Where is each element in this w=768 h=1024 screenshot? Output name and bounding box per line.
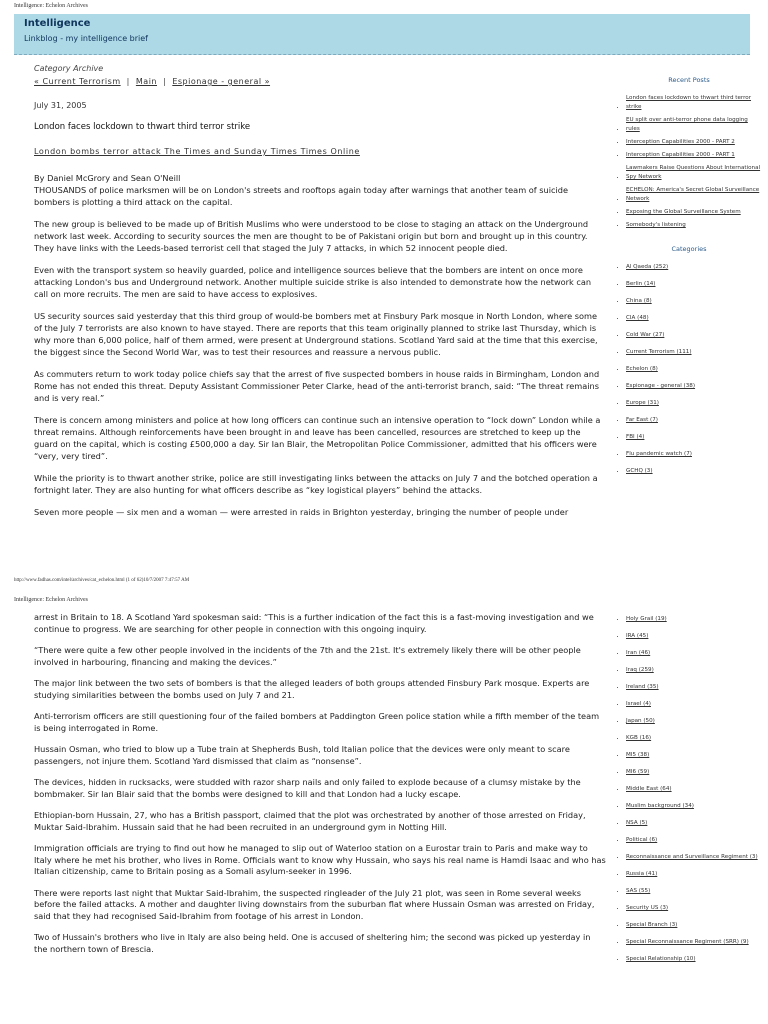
recent-post-link[interactable]: Somebody's listening xyxy=(626,222,686,228)
category-link[interactable]: NSA (5) xyxy=(626,820,648,826)
category-item xyxy=(626,399,762,408)
category-item xyxy=(626,263,762,272)
post-paragraph: There were reports last night that Muktar Said-Ibrahim, the suspected ringleader of the July 21 plot, was seen in Rome several weeks before the failed attacks. A mother and daughter living downstairs from the suburban flat where Hussain Osman was arrested on Friday, said that they had recognised Said-Ibrahim from footage of his arrest in London. xyxy=(34,887,595,921)
post-body-page1 xyxy=(34,172,606,518)
category-item xyxy=(626,955,762,964)
category-item xyxy=(626,382,762,391)
category-link[interactable]: FBI (4) xyxy=(626,434,645,440)
category-item xyxy=(626,887,762,896)
post-paragraph: By Daniel McGrory and Sean O'Neill THOUSANDS of police marksmen will be on London's streets and rooftops again today after warnings that another team of suicide bombers is plotting a third attack on the capital. xyxy=(34,173,569,207)
category-item xyxy=(626,297,762,306)
category-link[interactable]: Reconnaissance and Surveillance Regiment (3) xyxy=(626,854,758,860)
category-item xyxy=(626,853,762,862)
recent-post-item xyxy=(626,94,762,112)
category-item xyxy=(626,751,762,760)
blog-banner xyxy=(14,14,750,55)
category-item xyxy=(626,819,762,828)
post-paragraph: US security sources said yesterday that this third group of would-be bombers met at Finsbury Park mosque in North London, where some of the July 7 terrorists are also known to have stayed. There are reports that this team originally planned to strike last Thursday, which is why more than 6,000 police, half of them armed, were present at Underground stations. Scotland Yard said at the time that this exercise, the biggest since the Second World War, was to test their resources and reassure a nervous public. xyxy=(34,311,598,357)
category-link[interactable]: Al Qaeda (252) xyxy=(626,264,669,270)
category-link[interactable]: Current Terrorism (111) xyxy=(626,349,692,355)
category-link[interactable]: GCHQ (3) xyxy=(626,468,653,474)
category-item xyxy=(626,768,762,777)
nav-separator: | xyxy=(163,77,167,86)
category-item xyxy=(626,467,762,476)
category-item xyxy=(626,314,762,323)
recent-post-item xyxy=(626,221,762,230)
recent-post-link[interactable]: ECHELON: America's Secret Global Surveillance Network xyxy=(626,187,760,202)
next-category-link[interactable]: Espionage - general » xyxy=(172,77,271,86)
post-paragraph: Even with the transport system so heavily guarded, police and intelligence sources believe that the bombers are intent on once more attacking London's bus and Underground network. Another multiple suicide strike is also intended to demonstrate how the network can call on more recruits. The men are said to have access to explosives. xyxy=(34,265,592,299)
blog-tagline: Linkblog - my intelligence brief xyxy=(24,34,148,43)
main-content-page2 xyxy=(34,612,606,965)
nav-separator: | xyxy=(126,77,130,86)
recent-post-item xyxy=(626,164,762,182)
category-link[interactable]: MI6 (59) xyxy=(626,769,650,775)
blog-title[interactable]: Intelligence xyxy=(24,18,91,29)
category-item xyxy=(626,280,762,289)
category-link[interactable]: Security US (3) xyxy=(626,905,669,911)
category-link[interactable]: MI5 (38) xyxy=(626,752,650,758)
category-link[interactable]: Far East (7) xyxy=(626,417,658,423)
category-link[interactable]: Berlin (14) xyxy=(626,281,656,287)
category-item xyxy=(626,785,762,794)
print-footer: http://www.fadhas.com/intel/archives/cat_echelon.html (1 of 62)10/7/2007 7:47:57 AM xyxy=(14,578,190,583)
category-link[interactable]: Middle East (64) xyxy=(626,786,672,792)
recent-post-link[interactable]: London faces lockdown to thwart third terror strike xyxy=(626,95,752,110)
category-link[interactable]: Japan (50) xyxy=(626,718,655,724)
category-nav xyxy=(34,76,606,88)
category-link[interactable]: SAS (55) xyxy=(626,888,651,894)
categories-heading: Categories xyxy=(671,245,707,253)
recent-post-item xyxy=(626,186,762,204)
category-link[interactable]: Russia (41) xyxy=(626,871,658,877)
category-item xyxy=(626,700,762,709)
prev-category-link[interactable]: « Current Terrorism xyxy=(34,77,121,86)
recent-post-link[interactable]: Interception Capabilities 2000 - PART 2 xyxy=(626,139,735,145)
category-archive-label: Category Archive xyxy=(34,64,104,73)
category-link[interactable]: Espionage - general (38) xyxy=(626,383,696,389)
category-item xyxy=(626,802,762,811)
category-link[interactable]: China (8) xyxy=(626,298,652,304)
category-item xyxy=(626,717,762,726)
recent-post-item xyxy=(626,208,762,217)
category-link[interactable]: Holy Grail (19) xyxy=(626,616,667,622)
post-paragraph: The devices, hidden in rucksacks, were studded with razor sharp nails and only failed to explode because of a clumsy mistake by the bombmaker. Sir Ian Blair said that the bombs were designed to kill and that London had a lucky escape. xyxy=(34,777,581,799)
category-item xyxy=(626,904,762,913)
post-date: July 31, 2005 xyxy=(34,101,87,110)
post-paragraph: Ethiopian-born Hussain, 27, who has a British passport, claimed that the plot was orchestrated by another of those arrested on Friday, Muktar Said-Ibrahim. Hussain said that he had been recruited in an underground gym in Notting Hill. xyxy=(34,810,586,832)
recent-posts-heading: Recent Posts xyxy=(668,76,710,84)
category-item xyxy=(626,365,762,374)
post-paragraph: As commuters return to work today police chiefs say that the arrest of five suspected bombers in house raids in Birmingham, London and Rome has not ended this threat. Deputy Assistant Commissioner Peter Clarke, head of the anti-terrorist branch, said: “The threat remains and is very real.” xyxy=(34,369,600,403)
post-paragraph: Seven more people — six men and a woman — were arrested in raids in Brighton yesterday, bringing the number of people under xyxy=(34,507,569,517)
recent-post-item xyxy=(626,138,762,147)
category-item xyxy=(626,921,762,930)
post-paragraph: The new group is believed to be made up of British Muslims who were understood to be close to staging an attack on the Underground network last week. According to security sources the men are thought to be of Pakistani origin but born and brought up in this country. They have links with the Leeds-based terrorist cell that staged the July 7 attacks, in which 52 innocent people died. xyxy=(34,219,589,253)
recent-post-link[interactable]: Exposing the Global Surveillance System xyxy=(626,209,741,215)
post-paragraph: Anti-terrorism officers are still questioning four of the failed bombers at Paddington Green police station while a fifth member of the team is being interrogated in Rome. xyxy=(34,711,600,733)
print-header: Intelligence: Echelon Archives xyxy=(14,3,88,9)
category-link[interactable]: KGB (16) xyxy=(626,735,652,741)
post-paragraph: Two of Hussain's brothers who live in Italy are also being held. One is accused of sheltering him; the second was picked up yesterday in the northern town of Brescia. xyxy=(34,932,591,954)
post-title: London faces lockdown to thwart third terror strike xyxy=(34,122,251,132)
sidebar-page2 xyxy=(616,615,762,972)
post-paragraph: There is concern among ministers and police at how long officers can continue such an intensive operation to “lock down” London while a threat remains. Although reinforcements have been brought in and leave has been cancelled, resources are stretched to keep up the guard on the capital, which is costing £500,000 a day. Sir Ian Blair, the Metropolitan Police Commissioner, admitted that his officers were “very, very tired”. xyxy=(34,415,601,461)
category-item xyxy=(626,433,762,442)
category-link[interactable]: Cold War (27) xyxy=(626,332,665,338)
categories-list xyxy=(616,263,762,476)
category-link[interactable]: Muslim background (34) xyxy=(626,803,694,809)
category-link[interactable]: Political (6) xyxy=(626,837,658,843)
category-item xyxy=(626,450,762,459)
recent-post-link[interactable]: Interception Capabilities 2000 - PART 1 xyxy=(626,152,735,158)
category-link[interactable]: Ireland (35) xyxy=(626,684,659,690)
categories-list-continued xyxy=(616,615,762,964)
category-link[interactable]: CIA (48) xyxy=(626,315,649,321)
recent-posts-list xyxy=(616,94,762,230)
category-link[interactable]: Iraq (259) xyxy=(626,667,654,673)
main-content-page1 xyxy=(34,63,606,528)
category-item xyxy=(626,615,762,624)
category-link[interactable]: Special Relationship (10) xyxy=(626,956,696,962)
category-item xyxy=(626,416,762,425)
category-item xyxy=(626,348,762,357)
sidebar-page1 xyxy=(616,76,762,484)
category-link[interactable]: Special Branch (3) xyxy=(626,922,678,928)
recent-post-item xyxy=(626,151,762,160)
category-link[interactable]: Iran (46) xyxy=(626,650,651,656)
category-item xyxy=(626,836,762,845)
category-link[interactable]: Europe (31) xyxy=(626,400,659,406)
category-link[interactable]: Echelon (8) xyxy=(626,366,658,372)
category-item xyxy=(626,734,762,743)
category-item xyxy=(626,938,762,947)
category-item xyxy=(626,666,762,675)
category-link[interactable]: IRA (45) xyxy=(626,633,649,639)
post-paragraph: While the priority is to thwart another strike, police are still investigating links between the attacks on July 7 and the botched operation a fortnight later. They are also hunting for what officers describe as “key logistical players” behind the attacks. xyxy=(34,473,598,495)
category-link[interactable]: Israel (4) xyxy=(626,701,651,707)
category-link[interactable]: Special Reconnaissance Regiment (SRR) (9) xyxy=(626,939,749,945)
post-paragraph: The major link between the two sets of bombers is that the alleged leaders of both groups attended Finsbury Park mosque. Experts are studying similarities between the bombs used on July 7 and 21. xyxy=(34,678,590,700)
recent-post-link[interactable]: EU split over anti-terror phone data logging rules xyxy=(626,117,748,132)
recent-post-item xyxy=(626,116,762,134)
recent-post-link[interactable]: Lawmakers Raise Questions About International Spy Network xyxy=(626,165,761,180)
category-item xyxy=(626,331,762,340)
print-header-page2: Intelligence: Echelon Archives xyxy=(14,597,88,603)
post-paragraph: arrest in Britain to 18. A Scotland Yard spokesman said: “This is a further indication of the fact this is a fast-moving investigation and we continue to progress. We are searching for other people in connection with this ongoing inquiry. xyxy=(34,612,594,634)
category-item xyxy=(626,632,762,641)
main-link[interactable]: Main xyxy=(135,77,158,86)
category-link[interactable]: Flu pandemic watch (7) xyxy=(626,451,692,457)
category-item xyxy=(626,870,762,879)
post-paragraph: Hussain Osman, who tried to blow up a Tube train at Shepherds Bush, told Italian police that the devices were only meant to scare passengers, not injure them. Scotland Yard dismissed that claim as “nonsense”. xyxy=(34,744,570,766)
post-paragraph: Immigration officials are trying to find out how he managed to slip out of Waterloo station on a Eurostar train to Paris and make way to Italy where he met his brother, who lives in Rome. Officials want to know why Hussain, who says his real name is Hamdi Isaac and who has Italian citizenship, came to Britain posing as a Somali asylum-seeker in 1996. xyxy=(34,843,606,876)
category-item xyxy=(626,683,762,692)
category-item xyxy=(626,649,762,658)
source-article-link[interactable]: London bombs terror attack The Times and Sunday Times Times Online xyxy=(34,147,360,156)
post-paragraph: “There were quite a few other people involved in the incidents of the 7th and the 21st. It's extremely likely there will be other people involved in harbouring, financing and making the devices.” xyxy=(34,645,581,667)
